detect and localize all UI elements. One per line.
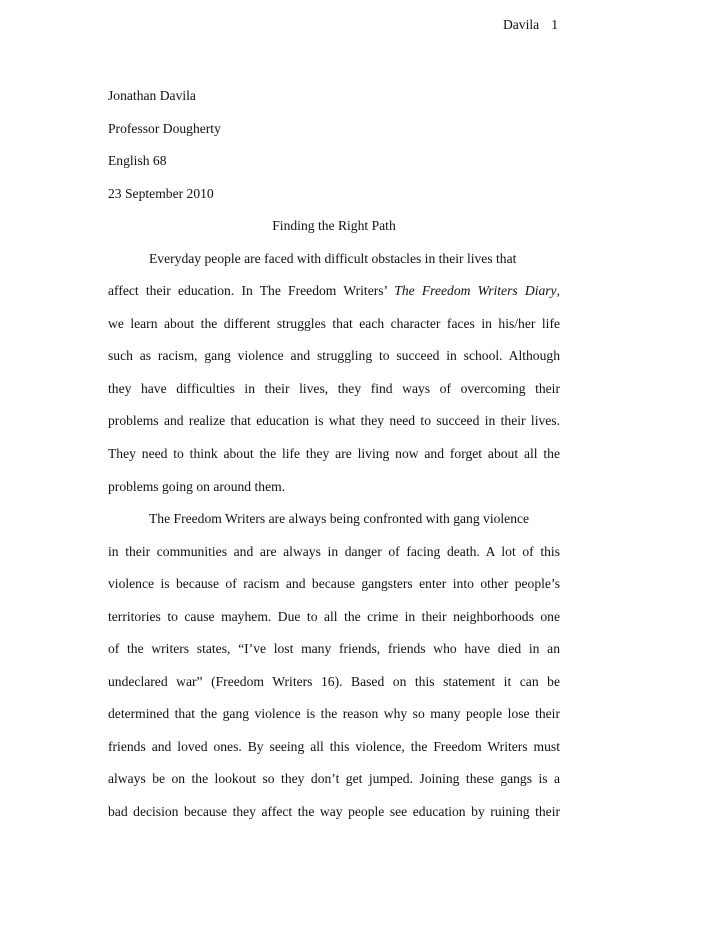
paragraph-1-text: affect their education. In The Freedom Writers’ [108,283,395,299]
paragraph-2-line: The Freedom Writers are always being confronted with gang violence [149,511,530,527]
paragraph-1-line: problems going on around them. [108,478,286,494]
paragraph-2-line: of the writers states, “I’ve lost many friends, friends who have died in an [108,641,560,657]
heading-date: 23 September 2010 [108,185,214,201]
paragraph-1-line: They need to think about the life they are living now and forget about all the [108,446,560,462]
paragraph-1-line: we learn about the different struggles that each character faces in his/her life [108,315,560,331]
paragraph-1-line: such as racism, gang violence and struggling to succeed in school. Although [108,348,560,364]
paragraph-1-line: problems and realize that education is what they need to succeed in their lives. [108,413,560,429]
heading-student-name: Jonathan Davila [108,88,196,103]
running-header [503,15,558,35]
page-number: 1 [551,17,558,32]
paragraph-1-line [108,278,560,311]
paragraph-2-line: bad decision because they affect the way people see education by ruining their [108,804,560,820]
essay-title: Finding the Right Path [272,218,396,234]
header-author-name: Davila [502,17,540,32]
paragraph-2-line: friends and loved ones. By seeing all this violence, the Freedom Writers must [108,738,560,754]
book-title-italic: The Freedom Writers Diary [394,283,557,299]
paragraph-2-line: territories to cause mayhem. Due to all the crime in their neighborhoods one [108,608,560,624]
paragraph-1-line: they have difficulties in their lives, they find ways of overcoming their [108,380,560,396]
paragraph-1-text: , [556,283,560,299]
heading-course: English 68 [108,153,167,169]
paragraph-2-line: always be on the lookout so they don’t get jumped. Joining these gangs is a [108,771,560,787]
paragraph-1-line: Everyday people are faced with difficult obstacles in their lives that [149,250,517,266]
paragraph-2-line: violence is because of racism and because gangsters enter into other people’s [108,576,560,592]
essay-body [108,83,560,832]
paragraph-2-line: undeclared war” (Freedom Writers 16). Based on this statement it can be [108,673,560,689]
paragraph-2-line: in their communities and are always in danger of facing death. A lot of this [108,543,560,559]
heading-professor: Professor Dougherty [108,120,221,136]
paragraph-2-line: determined that the gang violence is the reason why so many people lose their [108,706,560,722]
